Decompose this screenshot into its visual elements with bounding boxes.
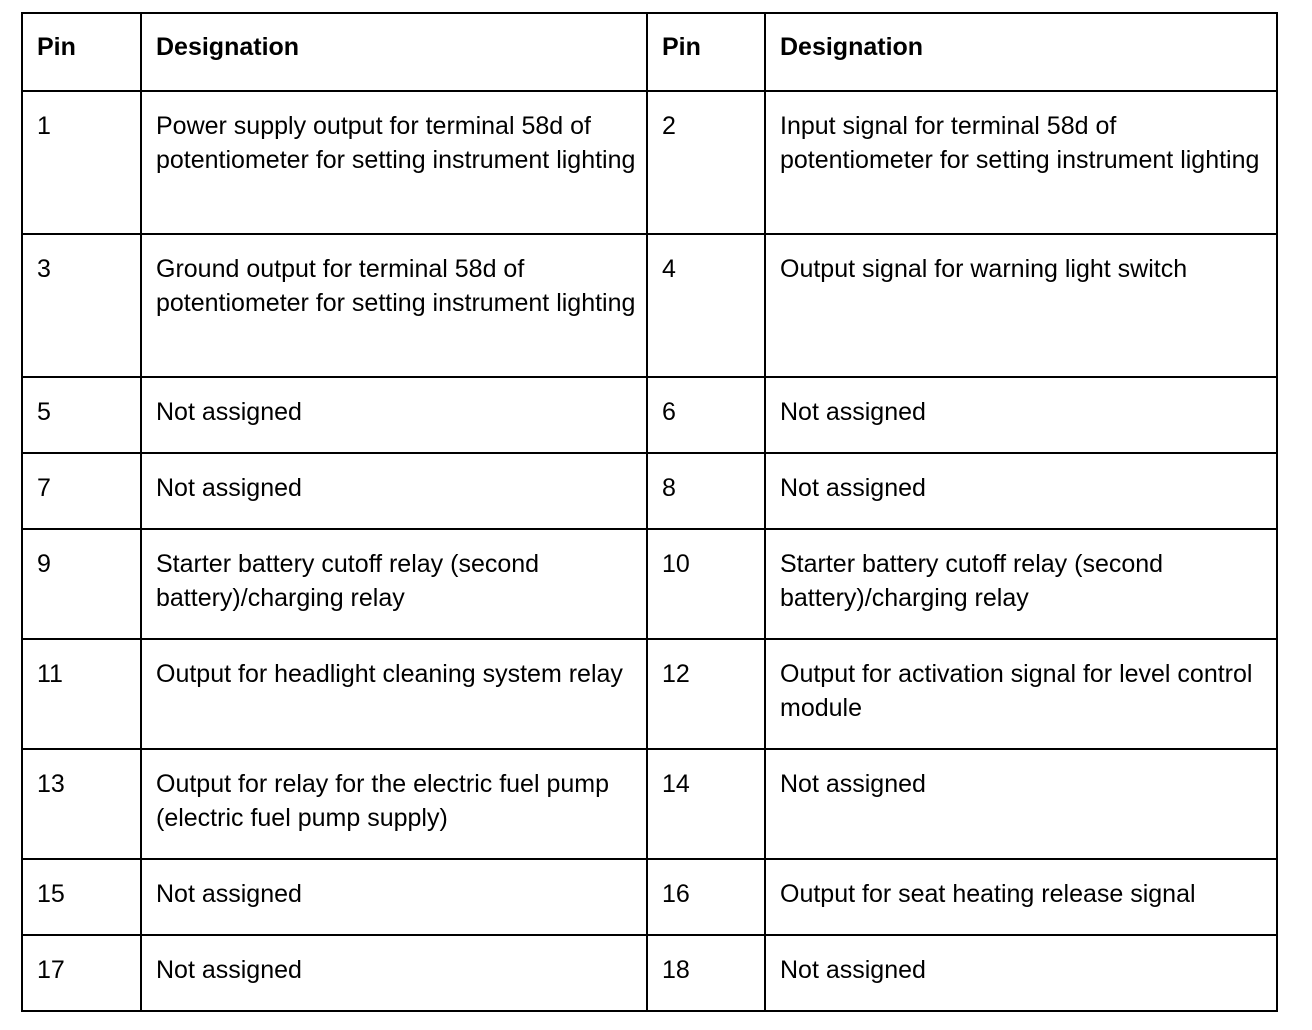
pin-cell: 18	[647, 935, 765, 1011]
pin-assignment-table	[21, 12, 1278, 1012]
designation-cell: Output for relay for the electric fuel pump (electric fuel pump supply)	[141, 749, 647, 859]
pin-cell: 4	[647, 234, 765, 377]
table-header	[22, 13, 1277, 91]
designation-cell: Starter battery cutoff relay (second battery)/charging relay	[141, 529, 647, 639]
designation-cell: Not assigned	[765, 377, 1277, 453]
pin-cell: 13	[22, 749, 141, 859]
pin-cell: 8	[647, 453, 765, 529]
header-pin-right: Pin	[647, 13, 765, 91]
table-row	[22, 91, 1277, 234]
header-pin-left: Pin	[22, 13, 141, 91]
designation-cell: Starter battery cutoff relay (second battery)/charging relay	[765, 529, 1277, 639]
pin-cell: 15	[22, 859, 141, 935]
header-designation-left: Designation	[141, 13, 647, 91]
designation-cell: Output for activation signal for level control module	[765, 639, 1277, 749]
designation-cell: Not assigned	[765, 749, 1277, 859]
table-row	[22, 639, 1277, 749]
pin-cell: 17	[22, 935, 141, 1011]
header-row	[22, 13, 1277, 91]
table-row	[22, 529, 1277, 639]
pin-cell: 14	[647, 749, 765, 859]
table-row	[22, 749, 1277, 859]
designation-cell: Not assigned	[765, 453, 1277, 529]
designation-cell: Output for seat heating release signal	[765, 859, 1277, 935]
designation-cell: Not assigned	[141, 859, 647, 935]
table-row	[22, 453, 1277, 529]
table-row	[22, 935, 1277, 1011]
pin-cell: 1	[22, 91, 141, 234]
designation-cell: Not assigned	[141, 453, 647, 529]
pin-cell: 7	[22, 453, 141, 529]
pin-cell: 2	[647, 91, 765, 234]
table-body	[22, 91, 1277, 1011]
table-row	[22, 377, 1277, 453]
pin-cell: 16	[647, 859, 765, 935]
table-row	[22, 234, 1277, 377]
designation-cell: Output signal for warning light switch	[765, 234, 1277, 377]
pin-cell: 11	[22, 639, 141, 749]
pin-cell: 12	[647, 639, 765, 749]
pin-cell: 6	[647, 377, 765, 453]
pin-cell: 9	[22, 529, 141, 639]
pin-cell: 5	[22, 377, 141, 453]
designation-cell: Power supply output for terminal 58d of potentiometer for setting instrument lighting	[141, 91, 647, 234]
table-row	[22, 859, 1277, 935]
pin-cell: 10	[647, 529, 765, 639]
pin-cell: 3	[22, 234, 141, 377]
designation-cell: Not assigned	[141, 935, 647, 1011]
designation-cell: Output for headlight cleaning system relay	[141, 639, 647, 749]
designation-cell: Not assigned	[765, 935, 1277, 1011]
designation-cell: Ground output for terminal 58d of potentiometer for setting instrument lighting	[141, 234, 647, 377]
designation-cell: Input signal for terminal 58d of potentiometer for setting instrument lighting	[765, 91, 1277, 234]
designation-cell: Not assigned	[141, 377, 647, 453]
header-designation-right: Designation	[765, 13, 1277, 91]
